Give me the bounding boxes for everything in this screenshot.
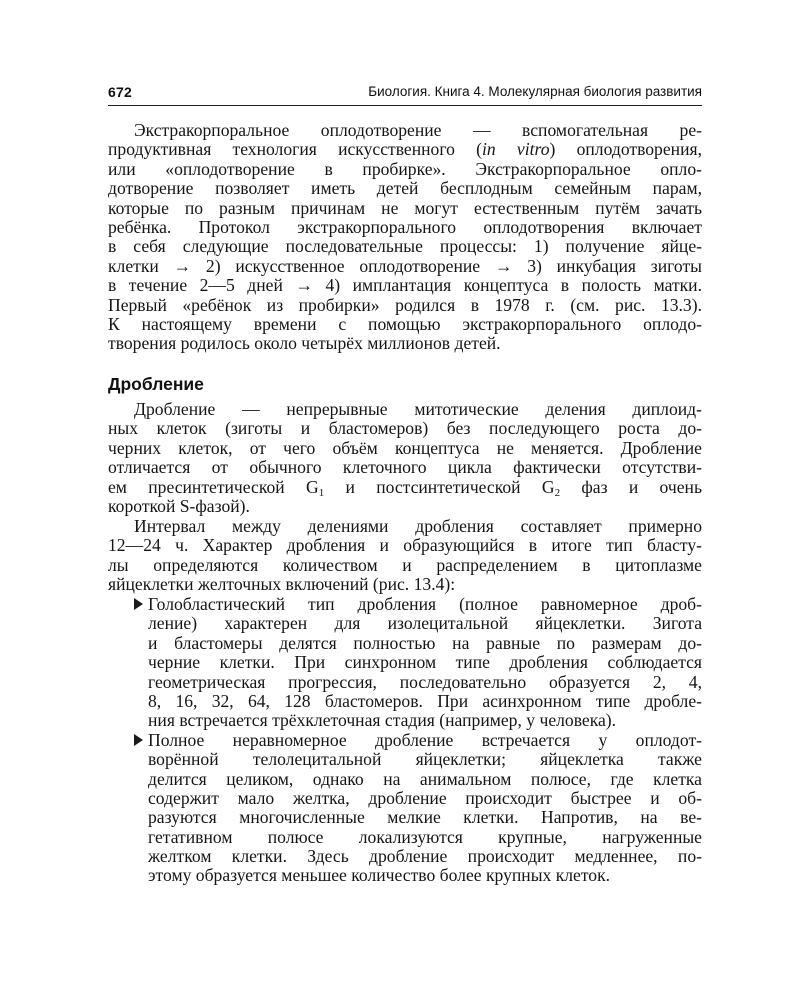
text-line: ния встречается трёхклеточная стадия (например, у человека). — [148, 710, 617, 731]
text-line: черние клетки. При синхронном типе дробления соблюдается — [148, 652, 702, 673]
text-line: или «оплодотворение в пробирке». Экстракорпоральное опло- — [108, 158, 702, 179]
header-rule — [108, 105, 702, 106]
text-line: продуктивная технология искусственного (in vitro) оплодотворения, — [108, 139, 702, 160]
triangle-bullet-icon — [134, 598, 143, 610]
text-line: Полное неравномерное дробление встречается у оплодот- — [148, 729, 702, 750]
text-line: ворённой телолецитальной яйцеклетки; яйцеклетка также — [148, 749, 702, 770]
text-line: гетативном полюсе локализуются крупные, нагруженные — [148, 826, 702, 847]
text-line: желтком клетки. Здесь дробление происходит медленнее, по- — [148, 846, 702, 867]
list-item — [108, 595, 702, 731]
text-line: делится целиком, однако на анимальном полюсе, где клетка — [148, 768, 702, 789]
text-line: Дробление — непрерывные митотические деления диплоид- — [134, 399, 702, 419]
cleavage-types-list — [108, 595, 702, 886]
text-line: в течение 2—5 дней → 4) имплантация концептуса в полость матки. — [108, 275, 702, 296]
text-line: короткой S-фазой). — [108, 495, 250, 516]
text-line: Первый «ребёнок из пробирки» родился в 1978 г. (см. рис. 13.3). — [108, 294, 702, 315]
text-line: 12—24 ч. Характер дробления и образующийся в итоге тип бласту- — [108, 535, 702, 556]
subscript: 2 — [554, 486, 561, 499]
subscript: 1 — [318, 486, 325, 499]
triangle-bullet-icon — [134, 734, 143, 746]
paragraph-cleavage-definition — [108, 400, 702, 516]
list-item — [108, 731, 702, 886]
text-line-phases — [108, 478, 702, 497]
text-line: и бластомеры делятся полностью на равные по размерам до- — [148, 632, 702, 653]
text-line: Голобластический тип дробления (полное равномерное дроб- — [148, 594, 702, 614]
text-line: ление) характерен для изолецитальной яйцеклетки. Зигота — [148, 613, 702, 634]
text-line: К настоящему времени с помощью экстракорпорального оплодо- — [108, 313, 702, 334]
text-line: которые по разным причинам не могут естественным путём зачать — [108, 197, 702, 218]
paragraph-cleavage-interval — [108, 517, 702, 595]
page-header — [108, 84, 702, 106]
text-line: геометрическая прогрессия, последовательно образуется 2, 4, — [148, 671, 702, 692]
text-line: этому образуется меньшее количество более крупных клеток. — [148, 865, 611, 886]
text-line: творения родилось около четырёх миллионов детей. — [108, 333, 501, 354]
text-line: ных клеток (зиготы и бластомеров) без последующего роста до- — [108, 418, 702, 439]
page-number: 672 — [108, 84, 132, 100]
text-line: Экстракорпоральное оплодотворение — вспомогательная ре- — [134, 120, 702, 140]
latin-term: in vitro — [482, 139, 550, 160]
text-line: яйцеклетки желточных включений (рис. 13.4): — [108, 574, 456, 595]
text-fragment: и постсинтетической G — [324, 476, 555, 497]
text-line: ребёнка. Протокол экстракорпорального оплодотворения включает — [108, 216, 702, 237]
text-line: клетки → 2) искусственное оплодотворение → 3) инкубация зиготы — [108, 255, 702, 276]
running-title: Биология. Книга 4. Молекулярная биология развития — [368, 84, 702, 99]
section-heading: Дробление — [108, 374, 204, 394]
text-line: лы определяются количеством и распределением в цитоплазме — [108, 554, 702, 575]
text-line: в себя следующие последовательные процессы: 1) получение яйце- — [108, 236, 702, 257]
text-fragment: фаз и очень — [560, 476, 703, 497]
text-line: содержит мало желтка, дробление происходит быстрее и об- — [148, 787, 702, 808]
text-line: 8, 16, 32, 64, 128 бластомеров. При асинхронном типе дробле- — [148, 690, 702, 711]
text-line: разуются многочисленные мелкие клетки. Напротив, на ве- — [148, 807, 702, 828]
text-line: отличается от обычного клеточного цикла фактически отсутстви- — [108, 457, 702, 478]
text-line: дотворение позволяет иметь детей бесплодным семейным парам, — [108, 178, 702, 199]
paragraph-ivf — [108, 121, 702, 354]
text-line: Интервал между делениями дробления составляет примерно — [134, 516, 702, 536]
text-line: черних клеток, от чего объём концептуса не меняется. Дробление — [108, 437, 702, 458]
text-fragment: ем пресинтетической G — [108, 476, 319, 497]
